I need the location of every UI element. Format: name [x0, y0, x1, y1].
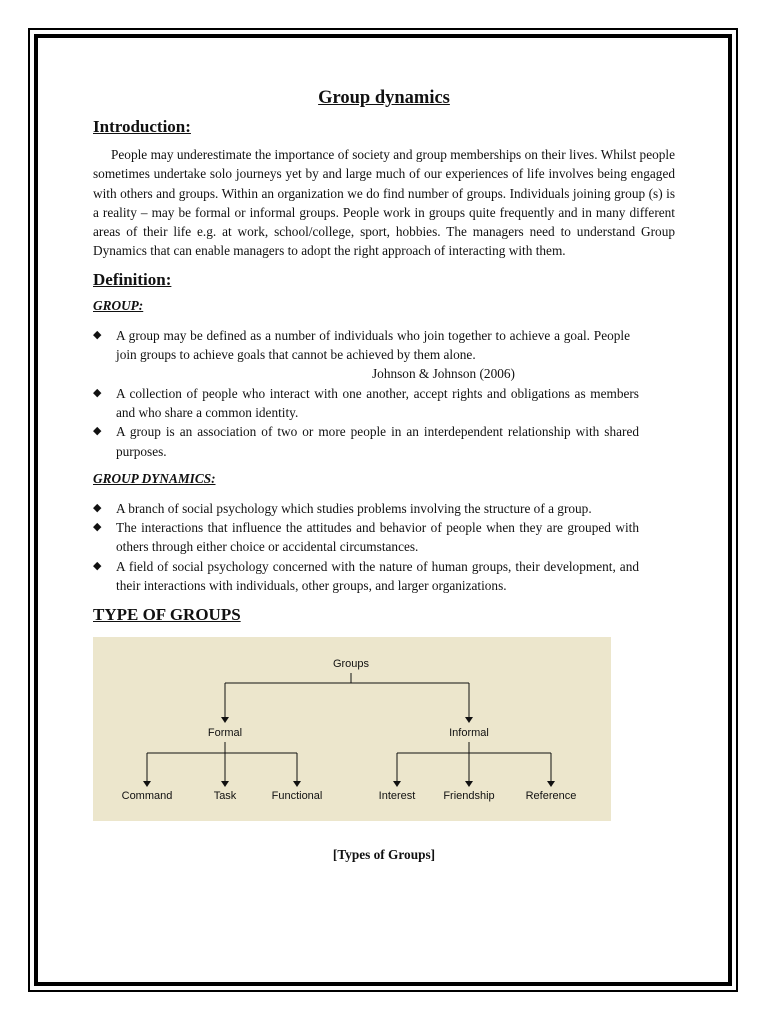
type-of-groups-heading: TYPE OF GROUPS — [93, 605, 241, 625]
diamond-bullet-icon: ◆ — [93, 425, 102, 438]
citation: Johnson & Johnson (2006) — [372, 366, 515, 382]
list-item-text: A collection of people who interact with one another, accept rights and obligations as members and who share a common identity. — [116, 385, 639, 420]
diamond-bullet-icon: ◆ — [93, 386, 102, 399]
arrowhead-icon — [465, 717, 473, 723]
introduction-paragraph: People may underestimate the importance of society and group memberships on their lives. Whilst people sometimes undertake solo journeys yet by and large much of our experiences of life involves being engaged with others and groups. Within an organization we do find number of groups. Individuals joining group (s) is a reality – may be formal or informal groups. People work in groups quite frequently and in many different areas of their life e.g. at work, school/college, sport, hobbies. The managers need to understand Group Dynamics that can enable managers to adopt the right approach of interacting with them. — [93, 147, 675, 259]
node-task: Task — [213, 790, 237, 803]
arrowhead-icon — [547, 781, 555, 787]
group-dynamics-list — [93, 499, 675, 595]
diamond-bullet-icon: ◆ — [93, 521, 102, 534]
group-types-diagram — [93, 637, 611, 821]
list-item-text: A group is an association of two or more people in an interdependent relationship with shared purposes. — [116, 424, 639, 459]
node-functional: Functional — [271, 790, 323, 803]
group-definition-list — [93, 326, 675, 461]
list-item — [93, 499, 675, 518]
page-title: Group dynamics — [318, 88, 450, 108]
node-informal: Informal — [449, 727, 489, 740]
diagram-caption: [Types of Groups] — [332, 847, 436, 863]
list-item — [93, 422, 639, 461]
arrowhead-icon — [221, 717, 229, 723]
node-command: Command — [121, 790, 173, 803]
list-item-text: A field of social psychology concerned with the nature of human groups, their development, and their interactions with individuals, other groups, and larger organizations. — [116, 558, 639, 594]
list-item — [93, 384, 639, 423]
list-item-text: A branch of social psychology which studies problems involving the structure of a group. — [116, 500, 592, 516]
list-item — [93, 518, 639, 557]
arrowhead-icon — [221, 781, 229, 787]
arrowhead-icon — [465, 781, 473, 787]
list-item-text: A group may be defined as a number of individuals who join together to achieve a goal. People join groups to achieve goals that cannot be achieved by them alone. — [116, 327, 630, 363]
tree-diagram — [103, 643, 601, 811]
arrowhead-icon — [393, 781, 401, 787]
node-formal: Formal — [207, 727, 243, 740]
list-item — [93, 557, 639, 596]
arrowhead-icon — [143, 781, 151, 787]
node-reference: Reference — [525, 790, 577, 803]
diamond-bullet-icon: ◆ — [93, 559, 102, 572]
diamond-bullet-icon: ◆ — [93, 501, 102, 514]
list-item-text: The interactions that influence the attitudes and behavior of people when they are grouped with others through either choice or accidental circumstances. — [116, 520, 639, 555]
citation-line — [93, 364, 675, 383]
group-dynamics-subheading: GROUP DYNAMICS: — [93, 470, 216, 486]
introduction-heading: Introduction: — [93, 117, 191, 136]
group-subheading: GROUP: — [93, 297, 144, 313]
diamond-bullet-icon: ◆ — [93, 328, 102, 341]
document-body — [93, 88, 675, 863]
definition-heading: Definition: — [93, 269, 172, 289]
node-friendship: Friendship — [443, 790, 495, 803]
list-item — [93, 326, 630, 365]
node-interest: Interest — [378, 790, 416, 803]
arrowhead-icon — [293, 781, 301, 787]
node-groups: Groups — [332, 658, 370, 671]
